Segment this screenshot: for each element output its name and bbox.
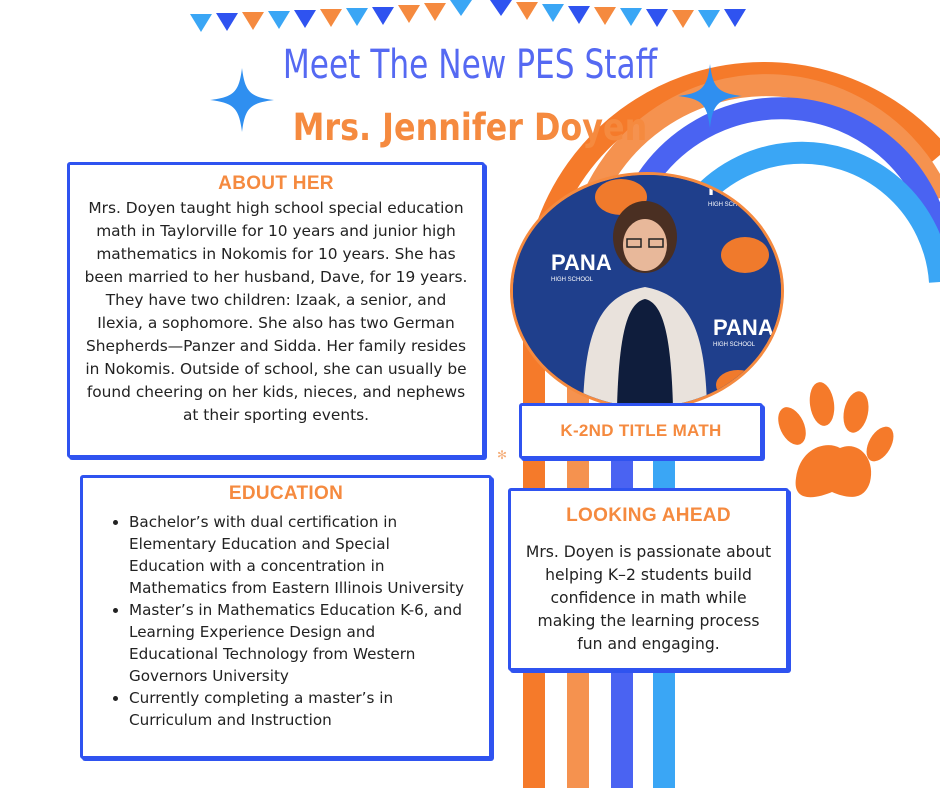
about-heading: ABOUT HER bbox=[218, 173, 334, 194]
looking-ahead-card bbox=[508, 488, 789, 671]
role-label: K-2ND TITLE MATH bbox=[560, 421, 722, 440]
looking-ahead-text: Mrs. Doyen is passionate about helping K–2 students build confidence in math while making the learning process fun and engaging. bbox=[525, 543, 772, 653]
tiger-mascot-icon bbox=[721, 237, 769, 273]
page-title: Meet The New PES Staff bbox=[282, 42, 658, 88]
backdrop-logo-text: PANA bbox=[708, 175, 769, 200]
backdrop-logo-text: PANA bbox=[551, 250, 612, 275]
sparkle-star-icon-left bbox=[210, 68, 274, 132]
staff-photo bbox=[510, 172, 784, 410]
sparkle-star-icon-right bbox=[678, 64, 742, 128]
paw-print-icon bbox=[774, 378, 898, 508]
about-text: Mrs. Doyen taught high school special education math in Taylorville for 10 years and junior high mathematics in Nokomis for 10 years. She has been married to her husband, Dave, for 19 years. They have two children: Izaak, a senior, and Ilexia, a sophomore. She also has two German Shepherds—Panzer and Sidda. Her family resides in Nokomis. Outside of school, she can usually be found cheering on her kids, nieces, and nephews at their sporting events. bbox=[84, 199, 468, 424]
education-item: • Currently completing a master’s in Curriculum and Instruction bbox=[129, 687, 465, 731]
looking-ahead-heading: LOOKING AHEAD bbox=[566, 505, 731, 526]
backdrop-logo-subtext: HIGH SCHOOL bbox=[551, 277, 594, 283]
staff-name: Mrs. Jennifer Doyen bbox=[292, 106, 648, 149]
small-sparkle-icon: ✻ bbox=[497, 448, 508, 462]
education-card bbox=[80, 475, 492, 759]
education-item: • Bachelor’s with dual certification in Elementary Education and Special Education with a concentration in Mathematics from Eastern Illinois University bbox=[129, 511, 465, 599]
backdrop-logo-text: PANA bbox=[713, 315, 774, 340]
photo-illustration bbox=[513, 175, 781, 407]
role-badge bbox=[519, 403, 763, 459]
backdrop-logo-subtext: HIGH SCHOOL bbox=[708, 202, 751, 208]
about-her-card bbox=[67, 162, 485, 458]
education-list bbox=[83, 511, 489, 731]
backdrop-logo-subtext: HIGH SCHOOL bbox=[713, 342, 756, 348]
education-item: • Master’s in Mathematics Education K-6, and Learning Experience Design and Educational Technology from Western Governors University bbox=[129, 599, 465, 687]
education-heading: EDUCATION bbox=[228, 483, 344, 504]
